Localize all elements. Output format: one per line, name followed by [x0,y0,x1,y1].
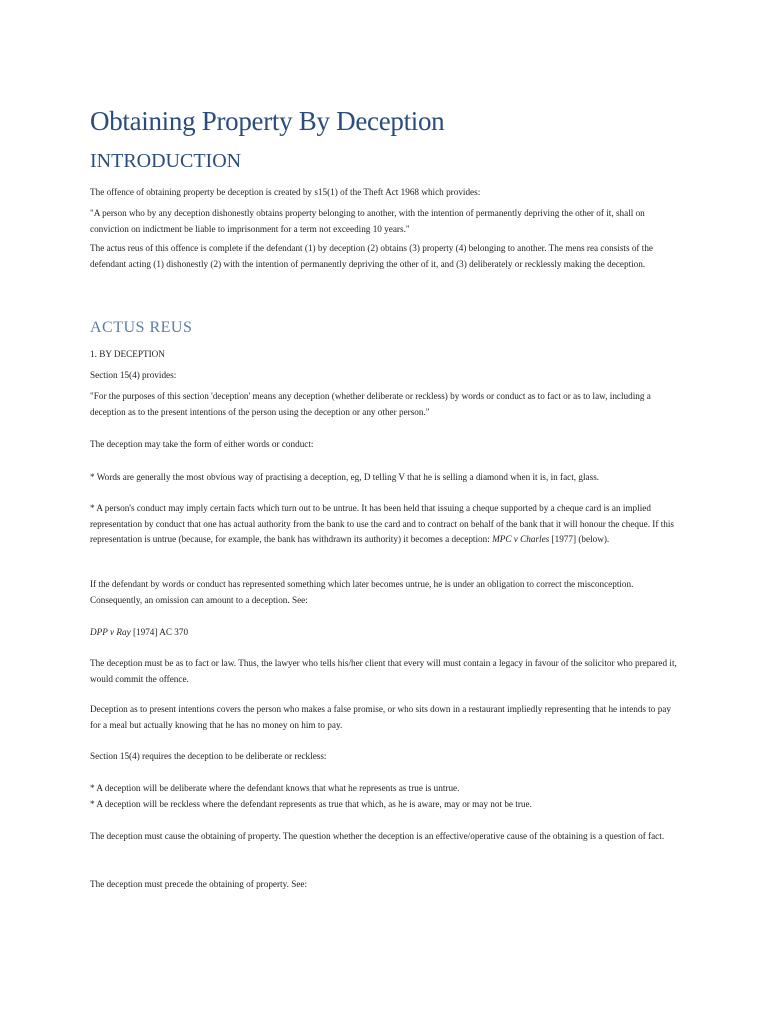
actus-mens-summary: The actus reus of this offence is complete if the defendant (1) by deception (2) obtains (3) property (4) belonging to another. The mens rea consists of the defendant acting (1) dishonestly (2) with the intention of permanently depriving the other of it, and (3) deliberately or recklessly making the deception. [90,243,653,269]
actus-reus-heading: ACTUS REUS [90,319,193,336]
subsection-by-deception: 1. BY DECEPTION [90,349,165,359]
bullet-deliberate: * A deception will be deliberate where the defendant knows that what he represents as true is untrue. [90,783,460,793]
fact-or-law-paragraph: The deception must be as to fact or law. Thus, the lawyer who tells his/her client that every will must contain a legacy in favour of the solicitor who prepared it, would commit the offence. [90,658,677,684]
case-dpp-ray-name: DPP v Ray [90,627,131,637]
bullet-reckless: * A deception will be reckless where the defendant represents as true that which, as he is aware, may or may not be true. [90,799,532,809]
introduction-heading: INTRODUCTION [90,150,242,172]
omission-paragraph: If the defendant by words or conduct has represented something which later becomes untrue, he is under an obligation to correct the misconception. Consequently, an omission can amount to a deception. See: [90,579,634,605]
case-dpp-ray [90,625,680,641]
bullet-words: * Words are generally the most obvious way of practising a deception, eg, D telling V that he is selling a diamond when it is, in fact, glass. [90,472,600,482]
intro-paragraph: The offence of obtaining property be deception is created by s15(1) of the Theft Act 1968 which provides: [90,187,481,197]
statute-quote: "A person who by any deception dishonestly obtains property belonging to another, with the intention of permanently depriving the other of it, shall on conviction on indictment be liable to imprisonment for a term not exceeding 10 years." [90,208,645,234]
section-15-requires: Section 15(4) requires the deception to be deliberate or reckless: [90,751,327,761]
precede-paragraph: The deception must precede the obtaining of property. See: [90,879,308,889]
bullet-conduct [90,501,680,548]
present-intentions-paragraph: Deception as to present intentions covers the person who makes a false promise, or who sits down in a restaurant impliedly representing that he intends to pay for a meal but actually knowing that he has no money on him to pay. [90,704,671,730]
causation-paragraph: The deception must cause the obtaining of property. The question whether the deception is an effective/operative cause of the obtaining is a question of fact. [90,831,665,841]
case-mpc-charles: MPC v Charles [492,534,550,544]
case-dpp-ray-cite: [1974] AC 370 [132,627,189,637]
document-title: Obtaining Property By Deception [90,106,445,136]
section-15-intro: Section 15(4) provides: [90,370,177,380]
bullet-conduct-text: * A person's conduct may imply certain facts which turn out to be untrue. It has been held that issuing a cheque supported by a cheque card is an implied representation by conduct that one has actual authority from the bank to use the card and to contract on behalf of the bank that it will honour the cheque. If this representation is untrue (because, for example, the bank has withdrawn its authority) it becomes a deception: [90,503,674,544]
deception-forms: The deception may take the form of either words or conduct: [90,439,314,449]
section-15-quote: "For the purposes of this section 'deception' means any deception (whether deliberate or reckless) by words or conduct as to fact or as to law, including a deception as to the present intentions of the person using the deception or any other person." [90,391,651,417]
case-mpc-charles-cite: [1977] (below). [551,534,610,544]
